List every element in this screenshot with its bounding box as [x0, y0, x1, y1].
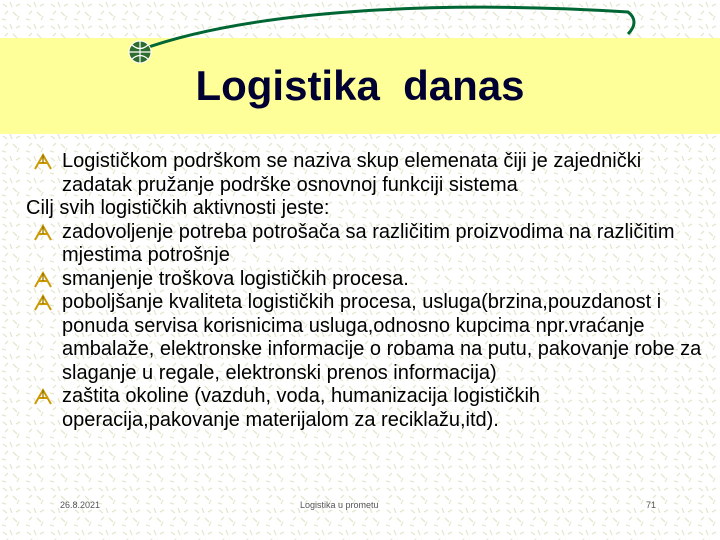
pen-nib-bullet-icon — [32, 223, 54, 243]
line-text: Cilj svih logističkih aktivnosti jeste: — [26, 197, 330, 219]
bullet-text: Logističkom podrškom se naziva skup elemenata čiji je zajednički zadatak pružanje podrške osnovnoj funkciji sistema — [62, 150, 642, 196]
content-line — [26, 197, 706, 221]
bullet-item — [26, 221, 706, 268]
bullet-item — [26, 150, 706, 197]
bullet-item — [26, 291, 706, 385]
bullet-item — [26, 268, 706, 292]
bullet-text: zaštita okoline (vazduh, voda, humanizacija logističkih operacija,pakovanje materijalom za reciklažu,itd). — [62, 385, 541, 431]
slide-content — [26, 150, 706, 432]
bullet-text: zadovoljenje potreba potrošača sa različitim proizvodima na različitim mjestima potrošnje — [62, 220, 675, 266]
pen-nib-bullet-icon — [32, 152, 54, 172]
bullet-item — [26, 385, 706, 432]
footer-date: 26.8.2021 — [60, 500, 101, 510]
footer-title: Logistika u prometu — [300, 500, 379, 510]
pen-nib-bullet-icon — [32, 387, 54, 407]
globe-ornament-icon — [129, 41, 151, 63]
bullet-text: poboljšanje kvaliteta logističkih procesa, usluga(brzina,pouzdanost i ponuda servisa korisnicima usluga,odnosno kupcima npr.vraćanje ambalaže, elektronske informacije o robama na putu, pakovanje robe za slaganje u regale, elektronski prenos informacija) — [62, 291, 702, 384]
pen-nib-bullet-icon — [32, 293, 54, 313]
bullet-text: smanjenje troškova logističkih procesa. — [62, 267, 409, 290]
pen-nib-bullet-icon — [32, 270, 54, 290]
slide-title: Logistika danas — [195, 62, 525, 109]
footer-page-number: 71 — [646, 500, 657, 510]
